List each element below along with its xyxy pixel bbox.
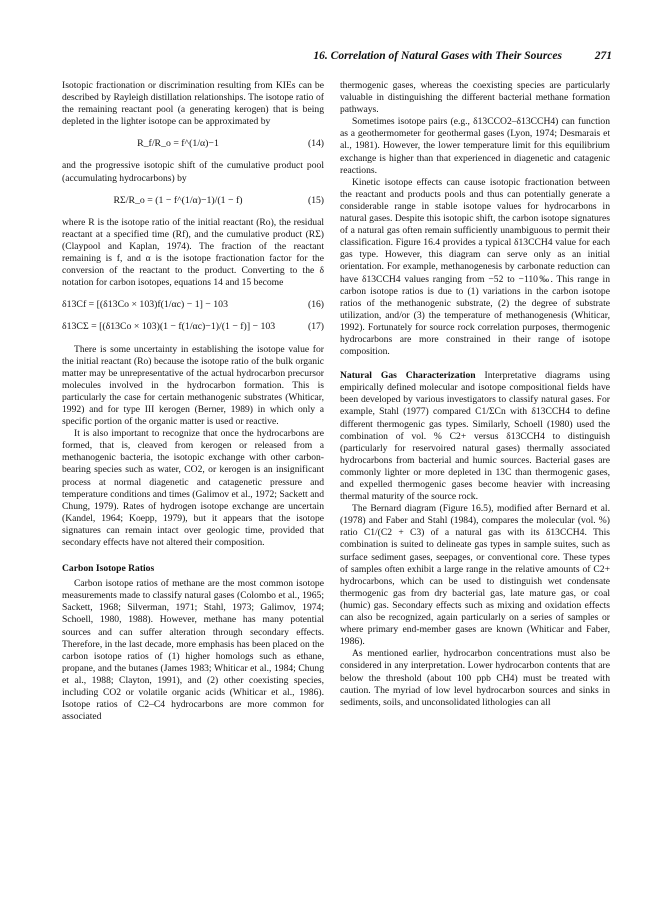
paragraph: thermogenic gases, whereas the coexisting species are particularly valuable in distinguishing the different bacterial methane formation pathways.: [340, 80, 610, 116]
running-header: [60, 50, 612, 66]
paragraph: where R is the isotope ratio of the initial reactant (Ro), the residual reactant at a specified time (Rf), and the cumulative product (RΣ) (Claypool and Kaplan, 1974). The fraction of the reactant remaining is f, and α is the isotope fractionation factor for the conversion of the reactant to the product. Converting to the δ notation for carbon isotopes, equations 14 and 15 become: [62, 216, 324, 289]
paragraph: As mentioned earlier, hydrocarbon concentrations must also be considered in any interpretation. Lower hydrocarbon contents that are below the threshold (about 100 ppb CH4) must be treated with caution. The myriad of low level hydrocarbon sources and sinks in sediments, soils, and unconsolidated lithologies can all: [340, 648, 610, 708]
equation-number: (15): [308, 194, 324, 206]
right-column: [340, 80, 610, 709]
paragraph: Kinetic isotope effects can cause isotopic fractionation between the reactant and products pools and thus can potentially generate a considerable range in stable isotope values for hydrocarbons in natural gases. Despite this isotopic shift, the carbon isotope signatures of a natural gas often remain sufficiently unambiguous to permit their classification. Figure 16.4 provides a typical δ13CCH4 value for each gas type. However, this diagram can serve only as an initial orientation. For example, methanogenesis by carbonate reduction can have δ13CCH4 values ranging from −52 to −110‰. This range in carbon isotope ratios is due to (1) variations in the carbon isotope ratios of the methanogenic substrate, (2) the degree of substrate utilization, and/or (3) the temperature of methanogenesis (Whiticar, 1992). Fortunately for source rock correlation purposes, thermogenic hydrocarbons are more constrained in their range of isotope composition.: [340, 176, 610, 358]
page-number: 271: [594, 50, 612, 62]
equation-formula: RΣ/R_o = (1 − f^(1/α)−1)/(1 − f): [113, 194, 243, 206]
equation-16: [62, 299, 324, 311]
run-in-heading: Natural Gas Characterization: [340, 370, 476, 382]
section-heading: Carbon Isotope Ratios: [62, 563, 155, 575]
equation-number: (14): [308, 138, 324, 150]
equation-formula: δ13CΣ = [(δ13Co × 103)(1 − f(1/αc)−1)/(1 − f)] − 103: [62, 321, 276, 333]
equation-14: [62, 138, 324, 150]
equation-formula: δ13Cf = [(δ13Co × 103)f(1/αc) − 1] − 103: [62, 299, 228, 311]
paragraph: [340, 370, 610, 503]
equation-17: [62, 321, 324, 333]
equation-formula: R_f/R_o = f^(1/α)−1: [137, 138, 219, 150]
paragraph: Isotopic fractionation or discrimination resulting from KIEs can be described by Rayleigh distillation relationships. The isotope ratio of the remaining reactant pool (a generating kerogen) that is being depleted in the lighter isotope can be approximated by: [62, 80, 324, 128]
left-column: [62, 80, 324, 723]
equation-number: (17): [308, 321, 324, 333]
paragraph: It is also important to recognize that once the hydrocarbons are formed, that is, cleaved from kerogen or released from a methanogenic bacteria, the isotopic exchange with other carbon-bearing species such as water, CO2, or kerogen is an insignificant process at normal diagenetic and catagenetic pressure and temperature conditions and times (Galimov et al., 1972; Sackett and Chung, 1979). Rates of hydrogen isotope exchange are uncertain (Kandel, 1964; Koepp, 1979), but it appears that the isotope signatures can remain intact over geologic time, provided that secondary effects have not altered their composition.: [62, 428, 324, 548]
paragraph: The Bernard diagram (Figure 16.5), modified after Bernard et al. (1978) and Faber and Stahl (1984), compares the molecular (vol. %) ratio C1/(C2 + C3) of a natural gas with its δ13CCH4. This combination is suited to delineate gas types in sample suites, such as surface sediment gases, seepages, or conventional core. These types of samples often exhibit a large range in the relative amounts of C2+ hydrocarbons, which can be used to distinguish wet condensate thermogenic gas from dry bacterial gas, late mature gas, or coal (humic) gas. Secondary effects such as mixing and oxidation effects can also be recognized, again particularly on a series of samples or where primary end-member gases are known (Whiticar and Faber, 1986).: [340, 503, 610, 648]
paragraph: and the progressive isotopic shift of the cumulative product pool (accumulating hydrocarbons) by: [62, 160, 324, 184]
paragraph: There is some uncertainty in establishing the isotope value for the initial reactant (Ro) because the isotope ratio of the bulk organic matter may be unrepresentative of the actual hydrocarbon precursor molecules involved in the hydrocarbon formation. This is particularly the case for certain methanogenic substrates (Whiticar, 1992) and for type III kerogen (Berner, 1989) in which only a specific portion of the organic matter is used or reactive.: [62, 343, 324, 428]
paragraph: Carbon isotope ratios of methane are the most common isotope measurements made to classify natural gases (Colombo et al., 1965; Sackett, 1968; Silverman, 1971; Stahl, 1973; Galimov, 1974; Schoell, 1980, 1988). However, methane has many potential sources and can suffer alteration through secondary effects. Therefore, in the last decade, more emphasis has been placed on the carbon isotope ratios of (1) higher homologs such as ethane, propane, and the butanes (James 1983; Whiticar et al., 1984; Chung et al., 1988; Clayton, 1991), and (2) other coexisting species, including CO2 or volatile organic acids (Whiticar et al., 1986). Isotope ratios of C2–C4 hydrocarbons are more common for associated: [62, 578, 324, 723]
paragraph: Sometimes isotope pairs (e.g., δ13CCO2–δ13CCH4) can function as a geothermometer for geothermal gases (Lyon, 1974; Desmarais et al., 1981). However, the lower temperature limit for this equilibrium exchange is higher than that experienced in diagenetic and catagenic reactions.: [340, 116, 610, 176]
equation-number: (16): [308, 299, 324, 311]
paragraph-text: Interpretative diagrams using empirically defined molecular and isotope compositional fields have been developed by various investigators to classify natural gases. For example, Stahl (1977) compared C1/ΣCn with δ13CCH4 to define different thermogenic gas types. Similarly, Schoell (1980) used the combination of vol. % C2+ versus δ13CCH4 to distinguish (particularly for reservoired natural gases) thermally associated hydrocarbons from bacterial and humic sources. Bacterial gases are commonly lighter or more depleted in 13C than thermogenic gases, and expelled thermogenic gases become heavier with increasing thermal maturity of the source rock.: [340, 370, 610, 503]
equation-15: [62, 195, 324, 207]
running-title: 16. Correlation of Natural Gases with Their Sources: [313, 50, 562, 62]
